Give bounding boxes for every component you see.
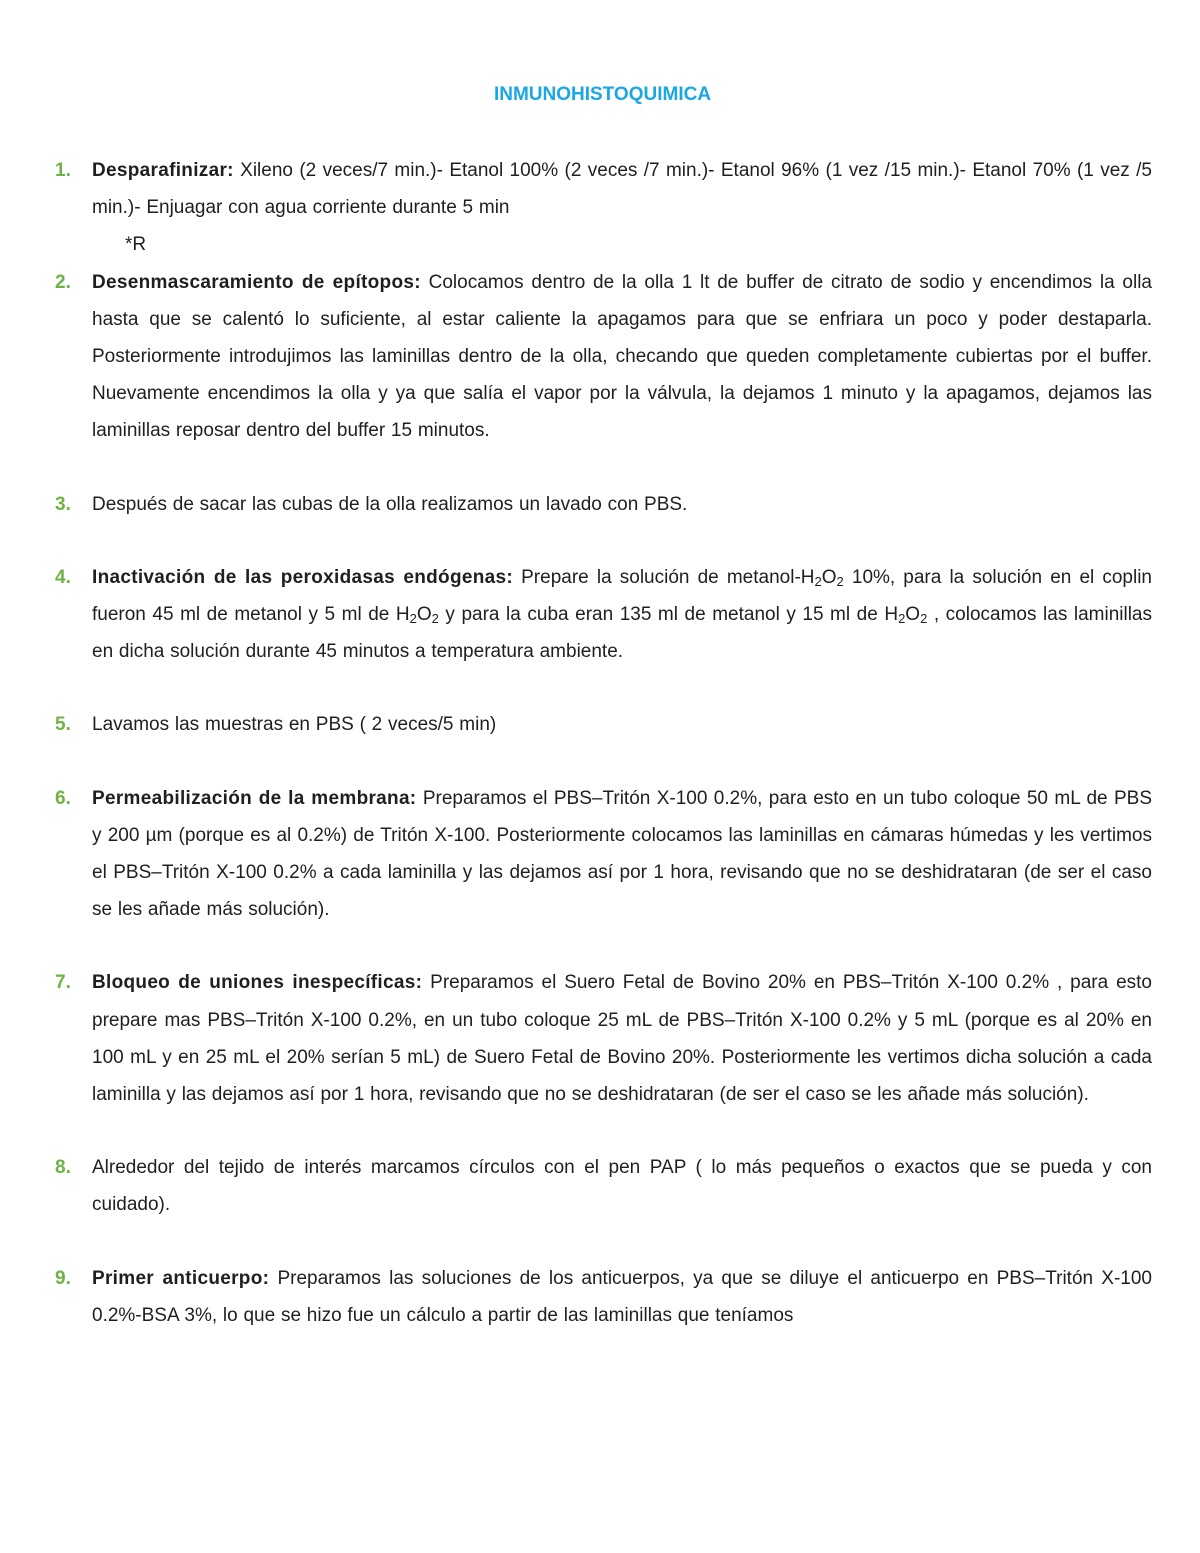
- step-number: 9.: [55, 1267, 71, 1289]
- list-item: [0, 706, 1200, 743]
- step-body: [92, 706, 1152, 743]
- list-item: [0, 964, 1200, 1113]
- step-heading: Permeabilización de la membrana:: [92, 787, 417, 809]
- step-text: O: [416, 604, 432, 626]
- list-item: [0, 780, 1200, 929]
- list-item: [0, 264, 1200, 450]
- step-body: [92, 1260, 1152, 1334]
- step-text: Colocamos dentro de la olla 1 lt de buffer de citrato de sodio y encendimos la olla hasta que se calentó lo suficiente, al estar caliente la apagamos para que se enfriara un poco y poder destaparla. Posteriormente introdujimos las laminillas dentro de la olla, checando que queden completamente cubiertas por el buffer. Nuevamente encendimos la olla y ya que salía el vapor por la válvula, la dejamos 1 minuto y la apagamos, dejamos las laminillas reposar dentro del buffer 15 minutos.: [92, 271, 1152, 442]
- step-text: 10%, para la solución en el coplin fueron 45 ml de metanol y 5 ml de H: [92, 566, 1152, 626]
- step-heading: Bloqueo de uniones inespecíficas:: [92, 972, 423, 994]
- step-text: Prepare la solución de metanol-H: [513, 566, 815, 588]
- list-item: [0, 486, 1200, 523]
- step-text: O: [821, 566, 837, 588]
- step-number: 8.: [55, 1157, 71, 1179]
- step-heading: Desparafinizar:: [92, 160, 234, 181]
- step-number: 3.: [55, 493, 71, 515]
- step-body: [92, 264, 1152, 450]
- step-number: 7.: [55, 972, 71, 994]
- step-text: Xileno (2 veces/7 min.)- Etanol 100% (2 veces /7 min.)- Etanol 96% (1 vez /15 min.)- Etanol 70% (1 vez /5 min.)- Enjuagar con agua corriente durante 5 min: [92, 160, 1152, 219]
- step-text: Después de sacar las cubas de la olla realizamos un lavado con PBS.: [92, 493, 688, 515]
- step-body: [92, 152, 1152, 264]
- step-heading: Inactivación de las peroxidasas endógenas:: [92, 566, 514, 588]
- step-text: Preparamos el Suero Fetal de Bovino 20% en PBS–Tritón X-100 0.2% , para esto prepare mas PBS–Tritón X-100 0.2%, en un tubo coloque 25 mL de PBS–Tritón X-100 0.2% y 5 mL (porque es al 20% en 100 mL y en 25 mL el 20% serían 5 mL) de Suero Fetal de Bovino 20%. Posteriormente les vertimos dicha solución a cada laminilla y las dejamos así por 1 hora, revisando que no se deshidrataran (de ser el caso se les añade más solución).: [92, 972, 1152, 1106]
- step-number: 6.: [55, 787, 71, 809]
- step-text: y para la cuba eran 135 ml de metanol y 15 ml de H: [438, 604, 899, 626]
- subscript: 2: [431, 611, 439, 627]
- subscript: 2: [409, 611, 417, 627]
- spacer: [0, 670, 1200, 706]
- list-item: [0, 1260, 1200, 1334]
- step-number: 1.: [55, 160, 71, 181]
- list-item: [0, 1149, 1200, 1223]
- spacer: [0, 523, 1200, 559]
- step-text: Preparamos el PBS–Tritón X-100 0.2%, para esto en un tubo coloque 50 mL de PBS y 200 µm (porque es al 0.2%) de Tritón X-100. Posteriormente colocamos las laminillas en cámaras húmedas y les vertimos el PBS–Tritón X-100 0.2% a cada laminilla y las dejamos así por 1 hora, revisando que no se deshidrataran (de ser el caso se les añade más solución).: [92, 787, 1152, 921]
- step-body: [92, 964, 1152, 1113]
- step-number: 2.: [55, 271, 71, 293]
- step-number: 5.: [55, 714, 71, 736]
- spacer: [0, 1113, 1200, 1149]
- subscript: 2: [898, 611, 906, 627]
- step-body: [92, 559, 1152, 671]
- spacer: [0, 744, 1200, 780]
- list-item: [0, 559, 1200, 671]
- subscript: 2: [836, 573, 844, 589]
- step-text: O: [905, 604, 921, 626]
- step-note: *R: [125, 234, 147, 256]
- step-heading: Primer anticuerpo:: [92, 1267, 270, 1289]
- subscript: 2: [814, 573, 822, 589]
- step-body: [92, 486, 1152, 523]
- step-text: Alrededor del tejido de interés marcamos círculos con el pen PAP ( lo más pequeños o exactos que se pueda y con cuidado).: [92, 1157, 1152, 1216]
- spacer: [0, 928, 1200, 964]
- step-heading: Desenmascaramiento de epítopos:: [92, 271, 421, 293]
- step-text: Preparamos las soluciones de los anticuerpos, ya que se diluye el anticuerpo en PBS–Tritón X-100 0.2%-BSA 3%, lo que se hizo fue un cálculo a partir de las laminillas que teníamos: [92, 1267, 1152, 1326]
- subscript: 2: [920, 611, 928, 627]
- document-title: INMUNOHISTOQUIMICA: [493, 84, 712, 105]
- list-item: [0, 152, 1200, 264]
- step-body: [92, 780, 1152, 929]
- step-body: [92, 1149, 1152, 1223]
- step-text: , colocamos las laminillas en dicha solución durante 45 minutos a temperatura ambiente.: [92, 604, 1152, 663]
- spacer: [0, 450, 1200, 486]
- protocol-steps-list: [0, 152, 1200, 1334]
- step-text: Lavamos las muestras en PBS ( 2 veces/5 min): [92, 714, 497, 736]
- spacer: [0, 1224, 1200, 1260]
- step-number: 4.: [55, 566, 71, 588]
